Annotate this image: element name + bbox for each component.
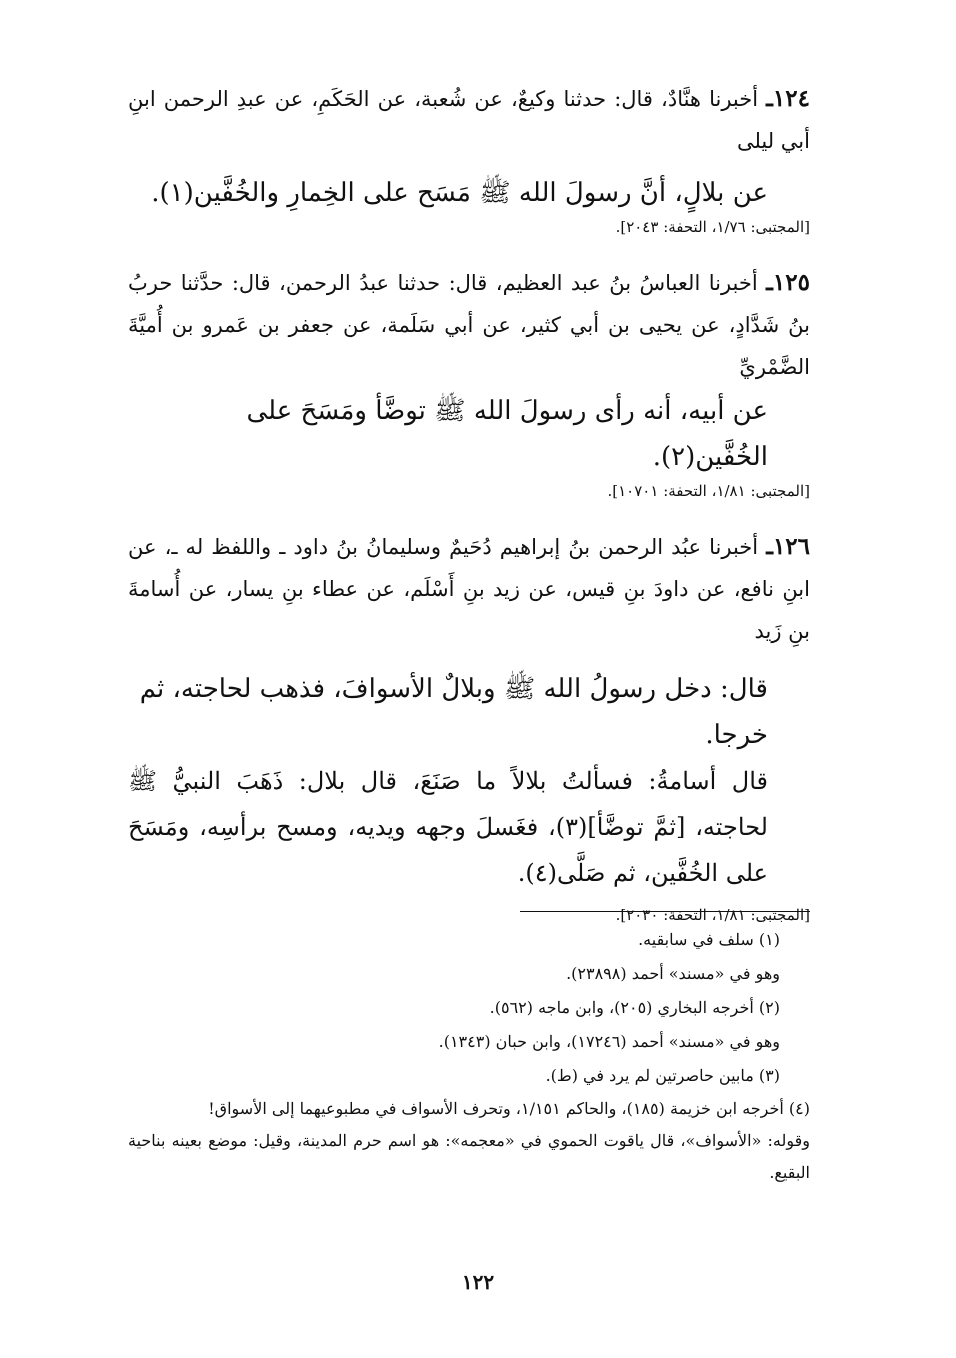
footnotes (128, 923, 810, 1189)
hadith-number: ١٢٤ـ (766, 85, 810, 112)
footnote: وهو في «مسند» أحمد (٢٣٨٩٨). (566, 964, 780, 983)
hadith-matn-line: قال أسامةُ: فسألتُ بلالاً ما صَنَعَ، قال بلال: ذَهَبَ النبيُّ ﷺ لحاجته، [ثمَّ توضَّأ](٣)، فغَسلَ وجهه ويديه، ومسح برأسِه، ومَسَحَ على الخُفَّين، ثم صَلَّى(٤). (128, 767, 768, 887)
hadith-124 (128, 78, 810, 238)
isnad-text: أخبرنا العباسُ بنُ عبد العظيم، قال: حدثنا عبدُ الرحمن، قال: حدَّثنا حربُ بنُ شَدَّادٍ، عن يحيى بن أبي كثير، عن أبي سَلَمة، عن جعفر بن عَمرو بن أُميَّةَ الضَّمْريِّ (128, 271, 810, 379)
hadith-isnad (128, 526, 810, 652)
footnote-separator (520, 911, 810, 912)
hadith-number: ١٢٦ـ (766, 533, 810, 560)
hadith-reference: [المجتبى: ١/٨١، التحفة: ٢٠٣٠]. (615, 906, 810, 924)
hadith-reference: [المجتبى: ١/٨١، التحفة: ١٠٧٠١]. (607, 482, 810, 500)
footnote: (٣) مابين حاصرتين لم يرد في (ط). (545, 1066, 780, 1085)
hadith-reference: [المجتبى: ١/٧٦، التحفة: ٢٠٤٣]. (615, 218, 810, 236)
isnad-text: أخبرنا عبُد الرحمن بنُ إبراهيم دُحَيمٌ وسليمانُ بنُ داود ـ واللفظ له ـ، عن ابنِ نافع، عن داودَ بنِ قيس، عن زيد بنِ أَسْلَم، عن عطاء بنِ يسار، عن أُسامةَ بنِ زَيد (128, 535, 810, 643)
footnote: (١) سلف في سابقيه. (638, 930, 780, 949)
isnad-text: أخبرنا هنَّادٌ، قال: حدثنا وكيعٌ، عن شُعبة، عن الحَكَمِ، عن عبدِ الرحمن ابنِ أبي ليلى (128, 87, 810, 153)
hadith-isnad (128, 78, 810, 162)
page-number: ١٢٢ (461, 1270, 495, 1294)
hadith-126 (128, 526, 810, 926)
hadith-125 (128, 262, 810, 502)
footnote: وقوله: «الأسواف»، قال ياقوت الحموي في «معجمه»: هو اسم حرم المدينة، وقيل: موضع بعينه بناحية البقيع. (128, 1131, 810, 1182)
page-body (128, 78, 810, 950)
footnote: (٤) أخرجه ابن خزيمة (١٨٥)، والحاكم ١/١٥١، وتحرف الأسواف في مطبوعيهما إلى الأسواق! (208, 1099, 810, 1118)
hadith-matn: عن بلالٍ، أنَّ رسولَ الله ﷺ مَسَح على الخِمارِ والخُفَّين(١). (151, 178, 768, 208)
footnote: وهو في «مسند» أحمد (١٧٢٤٦)، وابن حبان (١٣٤٣). (438, 1032, 780, 1051)
hadith-matn: عن أبيه، أنه رأى رسولَ الله ﷺ توضَّأ ومَسَحَ على الخُفَّين(٢). (246, 396, 768, 472)
footnote: (٢) أخرجه البخاري (٢٠٥)، وابن ماجه (٥٦٢). (489, 998, 780, 1017)
hadith-matn-line: قال: دخل رسولُ الله ﷺ وبلالٌ الأسوافَ، فذهب لحاجته، ثم خرجا. (139, 674, 768, 750)
hadith-number: ١٢٥ـ (766, 269, 810, 296)
hadith-isnad (128, 262, 810, 388)
